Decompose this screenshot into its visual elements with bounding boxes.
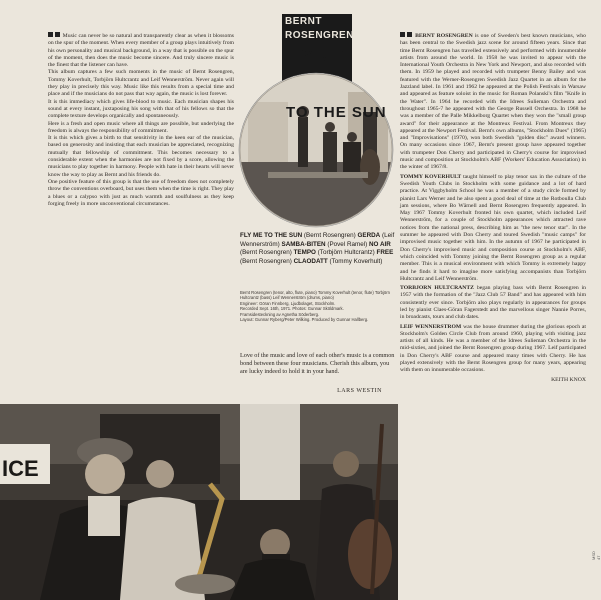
liner-author: LARS WESTIN	[337, 388, 382, 394]
credits-line: Framsidesteckning av Agnetha Söderberg.	[240, 311, 320, 317]
track-title: FLY ME TO THE SUN	[240, 232, 303, 239]
catalog-code: MSD 47	[591, 551, 601, 560]
bio-heading: TORBJORN HULTCRANTZ	[400, 285, 474, 292]
photo-sign-text: ICE	[2, 456, 39, 481]
track-composer: (Bernt Rosengren)	[240, 249, 292, 257]
track-composer: (Torbjörn Hultcrantz)	[317, 249, 375, 257]
track-title: FREE	[376, 249, 394, 257]
album-title-line1: FLY ME	[282, 48, 345, 65]
biography-paragraph: TOMMY KOVERHULT taught himself to play tenor sax in the culture of the Swedish Youth Clubs in Stockholm with some guidance and a lot of hard practice. At Viggbyholm School he was a member of a study circle formed by pianist Lars Werner and he also spent a good deal of time at the Rotboulla Club jam sessions, where Bo Wärnell and Bernt Rosengren frequently appeared. In May 1967 Tommy Koverhult fronted his own quartet, which included Leif Wennerström, for a couple of Stockholm appearances which attracted rave notices from the national press, describing him as "the new tenor star". In the summer he appeared with Don Cherry and toured Swedish "music camps" for improvised music together with him. In the autumn of 1967 he participated in Don Cherry's improvised music and composition course at Stockholm's ABF, which coincided with Tommy joining the Bernt Rosengren group as a regular member. This is a musical environment with which Tommy is extremely happy and he finds it hard to imagine more satisfying accompanists than Torbjörn Hultcrantz and Leif Wennerström.	[400, 173, 587, 282]
track-composer: (Bernt Rosengren)	[303, 232, 356, 239]
track-composer: (Tommy Koverhult)	[329, 257, 383, 265]
liner-paragraph: Here is a fresh and open music where all things are possible, but underlying the freedom is always the responsibility of commitment.	[48, 120, 234, 134]
square-bullet-icon	[407, 32, 412, 37]
biography-paragraph: BERNT ROSENGREN is one of Sweden's best known musicians, who has been central to the Swedish jazz scene for around fifteen years. Since that time Bernt Rosengren has travelled extensively and performed with innumerable artists from around the world. In 1958 he was invited to appear with the International Youth Orchestra in New York and Newport, and also recorded with them. In 1959 he played and recorded with trumpeter Benny Bailey and was featured with the Werner-Rosengren Swedish Jazz Quartet in an album for the Jazzland label. In 1961 and 1962 he appeared at the Polish Festivals in Warsaw and appeared as feature soloist in the music for Roman Polanski's film "Knife in the Water". In 1964 he recorded with the Idrees Sulieman Orchestra and throughout 1965-7 he appeared with the George Russell Orchestra. In 1968 he was a member of the Palle Mikkelborg Quartet when they won the "small group award" for their appearance at the Montreux Festival. From Montreux they appeared at the Newport Festival. Bernt's own albums, "Stockholm Dues" (1965) and "Improvisations" (1970), won both Swedish "golden disc" award winners. On many occasions since 1967, Bernt's present group have appeared together with trumpeter Don Cherry and participated in Cherry's course for improvised music and composition at Stockholm's ABF (Workers' Education Association) in the winter of 1967/8.	[400, 33, 586, 171]
credits-line: Bernt Rosengren (tenor, alto, flute, piano) Tommy Koverhult (tenor, flute) Torbjörn Hultcrantz (bass) Leif Wennerström (drums, piano)	[240, 290, 390, 301]
liner-paragraph: Music can never be so natural and transparently clear as when it blossoms on the spur of the moment. When every member of a group plays intuitively from his own personality and musical background, in a way that is possible on the spur of the moment, then does the music become sincere. And truly sincere music is the finest that the listener can have.	[48, 33, 234, 69]
track-title: NO AIR	[369, 240, 391, 248]
bio-heading: LEIF WENNERSTROM	[400, 323, 462, 330]
liner-notes-column	[48, 32, 234, 374]
bio-heading: BERNT ROSENGREN	[415, 33, 473, 39]
biography-paragraph: TORBJORN HULTCRANTZ began playing bass with Bernt Rosengren in 1957 with the formation of the "Jazz Club 57 Band" and has appeared with him consistently ever since. Torbjörn also plays regularly in appearances for groups led by pianist Claes-Göran Fagerstedt and the marvellous singer Nannie Porres, in broadcasts, tours and club dates.	[400, 285, 587, 321]
square-bullet-icon	[55, 32, 60, 37]
album-title-line2: TO THE SUN	[286, 104, 387, 121]
album-credits	[240, 290, 395, 322]
track-title: SAMBA-BITEN	[281, 240, 326, 248]
artist-name-line1: BERNT	[285, 16, 322, 27]
tracklist	[240, 232, 395, 266]
cover-circle-photo	[238, 72, 394, 228]
liner-paragraph: This album captures a few such moments in the music of Bernt Rosengren, Tommy Koverhult, Torbjörn Hultcrantz and Leif Wennerström. Never again will they play in precisely this way. Music like this results from a special time and place and if the musicians do not pass that way again, the music is lost forever.	[48, 69, 234, 98]
liner-closing-paragraph: Love of the music and love of each other's music is a common bond between these four musicians. Cherish this album, you are lucky indeed to hold it in your hand.	[240, 352, 395, 375]
square-bullet-icon	[48, 32, 53, 37]
bio-author: KEITH KNOX	[551, 376, 586, 383]
track-title: CLAODATT	[293, 257, 328, 265]
biography-paragraph: LEIF WENNERSTROM was the house drummer during the glorious epoch at Stockholm's Golden Circle Club from around 1960, playing with visiting jazz artists of all kinds. He was a member of the Idrees Sulieman Orchestra in the mid-sixties, and joined the Bernt Rosengren group during 1967. Leif participated in Don Cherry's ABF course and appeared many times with Cherry. He has played extensively with the Bernt Rosengren group for many years, appearing with them on innumerable occasions.	[400, 323, 587, 374]
liner-paragraph: It is this which gives a birth to that sensitivity in the keen ear of the musician, based on generosity and insisting that each musician be appreciated, recognizing mutually that fellowship of commitment. This becomes necessary to a considerable extent when the harmonies are not fixed by a score, allowing the musicians to play together in harmony. People with hate in their hearts will never know the way to play as Bernt and his friends do.	[48, 135, 234, 178]
track-title: GERDA	[357, 232, 381, 239]
credits-line: Engineer: Göran Finnberg, Ljudbolaget, Stockholm.	[240, 300, 336, 306]
biographies-column	[400, 32, 586, 597]
artist-name-line2: ROSENGREN	[285, 30, 354, 41]
credits-line: Recorded Sept. 16th, 1971. Photos: Gunnar Sköldmark.	[240, 306, 344, 312]
liner-paragraph: One positive feature of this group is that the use of freedom does not completely throw the conventions overboard, but uses them when the time is right. They play a blues or a calypso with just as much warmth and soulfulness as they keep forging freely in more unconventional circumstances.	[48, 178, 234, 207]
track-composer: (Bernt Rosengren)	[240, 257, 292, 265]
track-composer: (Leif Wennerström)	[240, 232, 395, 248]
track-composer: (Povel Ramel)	[327, 240, 368, 248]
square-bullet-icon	[400, 32, 405, 37]
liner-paragraph: It is this immediacy which gives life-blood to music. Each musician shapes his sound at every instant, juxtaposing his song with that of his fellows so that the complete texture develops organically and spontaneously.	[48, 98, 234, 120]
bio-heading: TOMMY KOVERHULT	[400, 173, 462, 180]
credits-line: Layout: Gunnar Ryberg/Peter Wilking. Produced by Gunnar Hallberg.	[240, 317, 369, 323]
track-title: TEMPO	[293, 249, 316, 257]
band-photo	[0, 404, 398, 600]
